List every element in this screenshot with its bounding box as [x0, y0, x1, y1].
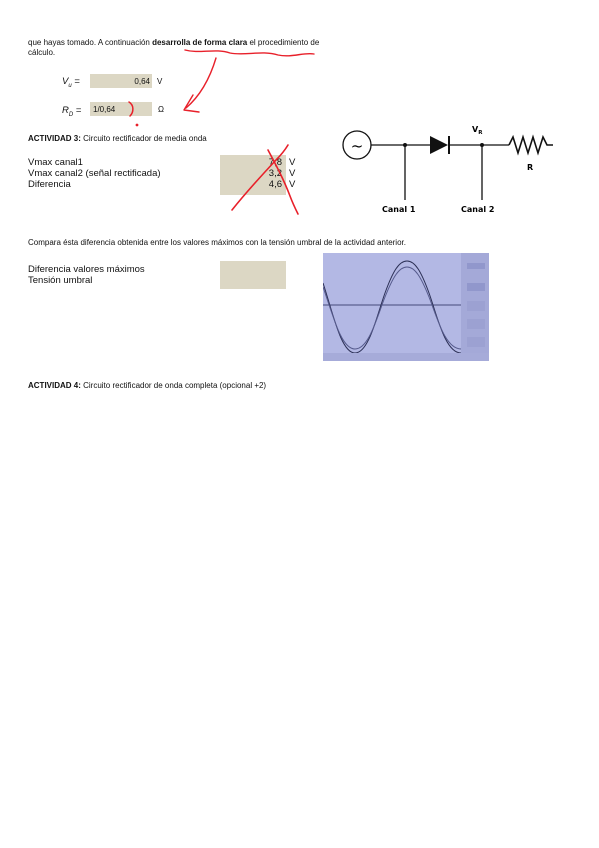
value-vmax1: 7,8: [268, 157, 282, 168]
row-label-diferencia: Diferencia: [28, 179, 71, 190]
intro-text-post: el procedimiento de: [247, 38, 320, 47]
vu-unit: V: [157, 77, 163, 86]
rd-value: 1/0,64: [93, 105, 116, 114]
label-diferencia-maximos: Diferencia valores máximos: [28, 264, 145, 275]
activity3-heading-text: Circuito rectificador de media onda: [80, 134, 207, 143]
rd-label: [62, 105, 81, 121]
rd-eq: =: [75, 105, 82, 116]
resistor-icon: [509, 137, 553, 153]
compare-paragraph: Compara ésta diferencia obtenida entre los valores máximos con la tensión umbral de la actividad anterior.: [28, 238, 406, 247]
activity3-units: [289, 157, 295, 190]
vu-label: [62, 76, 80, 92]
intro-text-pre: que hayas tomado. A continuación: [28, 38, 153, 47]
activity4-heading-bold: ACTIVIDAD 4:: [28, 381, 81, 390]
value-diferencia: 4,6: [268, 179, 282, 190]
intro-paragraph: [28, 38, 448, 58]
row-label-vmax1: Vmax canal1: [28, 157, 83, 168]
oscilloscope-photo: [323, 253, 489, 361]
vu-label-sub: u: [68, 82, 72, 89]
activity3-heading: [28, 134, 207, 144]
activity4-heading: [28, 381, 266, 391]
vr-label-sub: R: [478, 130, 483, 136]
arrow-head: [184, 95, 199, 112]
activity3-heading-bold: ACTIVIDAD 3:: [28, 134, 81, 143]
label-tension-umbral: Tensión umbral: [28, 275, 93, 286]
resistor-label: R: [527, 163, 534, 172]
oscilloscope-screen: [323, 253, 489, 361]
dot-mark: [136, 124, 139, 127]
vu-eq: =: [74, 76, 80, 87]
activity4-heading-text: Circuito rectificador de onda completa (opcional +2): [80, 381, 267, 390]
vu-label-main: V: [62, 76, 69, 87]
canal1-label: Canal 1: [382, 205, 416, 214]
unit-diferencia: V: [289, 179, 296, 190]
source-symbol: ~: [350, 137, 364, 155]
canal2-label: Canal 2: [461, 205, 495, 214]
vu-value: 0,64: [134, 77, 150, 86]
intro-text-line2: cálculo.: [28, 48, 56, 57]
unit-vmax1: V: [289, 157, 296, 168]
half-wave-circuit-diagram: [335, 118, 560, 218]
value-vmax2: 3,2: [268, 168, 282, 179]
arrow-stroke: [186, 58, 216, 108]
diode-icon: [430, 136, 448, 154]
rd-label-main: R: [62, 105, 69, 116]
vr-label: [472, 125, 483, 136]
activity3-labels: [28, 157, 161, 190]
rd-unit: Ω: [158, 105, 164, 114]
row-label-vmax2: Vmax canal2 (señal rectificada): [28, 168, 161, 179]
vr-label-main: V: [472, 125, 479, 134]
intro-text-bold: desarrolla de forma clara: [152, 38, 248, 47]
unit-vmax2: V: [289, 168, 296, 179]
difference-field[interactable]: [220, 261, 286, 289]
activity3-values: [230, 157, 282, 190]
rd-label-sub: D: [68, 111, 74, 118]
difference-labels: [28, 264, 145, 286]
